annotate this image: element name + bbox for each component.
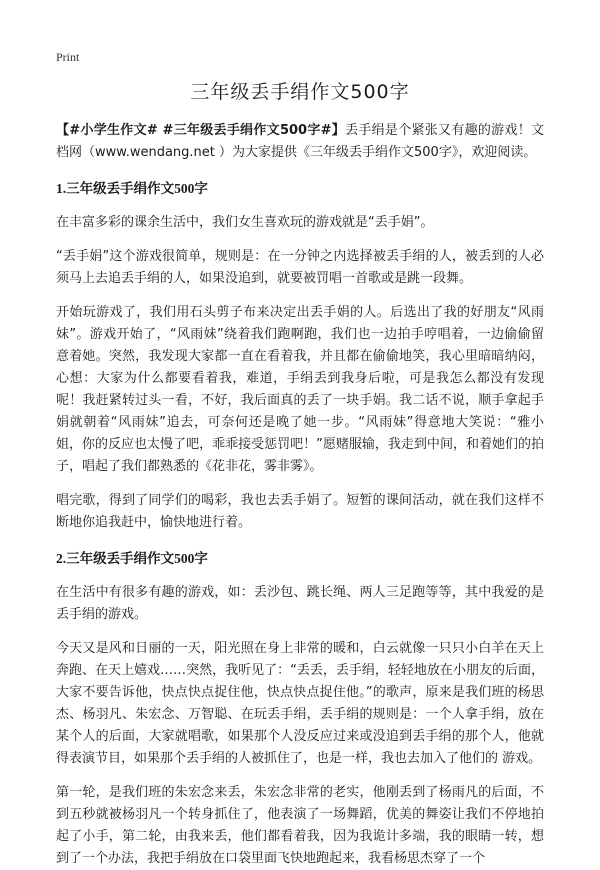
paragraph: 在生活中有很多有趣的游戏，如：丢沙包、跳长绳、两人三足跑等等，其中我爱的是丢手绢的游戏。	[56, 585, 544, 622]
print-label: Print	[56, 50, 80, 64]
intro-paragraph	[56, 120, 544, 164]
intro-tag: 【#小学生作文# #三年级丢手绢作文500字#】	[56, 123, 346, 138]
paragraph: 唱完歌，得到了同学们的喝彩，我也去丢手娟了。短暂的课间活动，就在我们这样不断地你追我赶中，愉快地进行着。	[56, 493, 544, 530]
document-title: 三年级丢手绢作文500字	[190, 81, 410, 103]
section-2	[56, 548, 544, 870]
section-1	[56, 178, 544, 534]
paragraph: 今天又是风和日丽的一天，阳光照在身上非常的暖和，白云就像一只只小白羊在天上奔跑、在天上嬉戏……突然，我听见了：“丢丢，丢手绢，轻轻地放在小朋友的后面，大家不要告诉他，快点快点捉住他，快点快点捉住他。”的歌声，原来是我们班的杨思杰、杨羽凡、朱宏念、万智聪、在玩丢手绢，丢手绢的规则是：一个人拿手绢，放在某个人的后面，大家就唱歌，如果那个人没反应过来或没追到丢手绢的那个人，他就得表演节目，如果那个丢手绢的人被抓住了，也是一样，我也去加入了他们的 游戏。	[56, 641, 544, 766]
paragraph: “丢手娟”这个游戏很简单，规则是：在一分钟之内选择被丢手绢的人，被丢到的人必须马上去追丢手绢的人，如果没追到，就要被罚唱一首歌或是跳一段舞。	[56, 249, 544, 286]
intro-text: 丢手绢是个紧张又有趣的游戏！文档网（www.wendang.net ）为大家提供《三年级丢手绢作文500字》，欢迎阅读。	[56, 123, 544, 160]
paragraph: 在丰富多彩的课余生活中，我们女生喜欢玩的游戏就是“丢手娟”。	[56, 215, 434, 230]
section-heading: 2.三年级丢手绢作文500字	[56, 551, 208, 566]
section-heading: 1.三年级丢手绢作文500字	[56, 181, 208, 196]
paragraph: 开始玩游戏了，我们用石头剪子布来决定出丢手娟的人。后选出了我的好朋友“风雨妹”。游戏开始了，“风雨妹”绕着我们跑啊跑，我们也一边拍手哼唱着，一边偷偷留意着她。突然，我发现大家都一直在看着我，并且都在偷偷地笑，我心里暗暗纳闷，心想：大家为什么都要看着我，难道，手绢丢到我身后啦，可是我怎么都没有发现呢！我赶紧转过头一看，不好，我后面真的丢了一块手娟。我二话不说，顺手拿起手娟就朝着“风雨妹”追去，可奈何还是晚了她一步。“风雨妹”得意地大笑说：“雅小姐，你的反应也太慢了吧，乖乖接受惩罚吧！”愿赌服输，我走到中间，和着她们的拍子，唱起了我们都熟悉的《花非花，雾非雾》。	[56, 305, 544, 474]
paragraph: 第一轮，是我们班的朱宏念来丢，朱宏念非常的老实，他刚丢到了杨雨凡的后面，不到五秒就被杨羽凡一个转身抓住了，他表演了一场舞蹈，优美的舞姿让我们不停地拍起了小手，第二轮，由我来丢，他们都看着我，因为我诡计多端，我的眼睛一转，想到了一个办法，我把手绢放在口袋里面飞快地跑起来，我看杨思杰穿了一个	[56, 785, 544, 866]
